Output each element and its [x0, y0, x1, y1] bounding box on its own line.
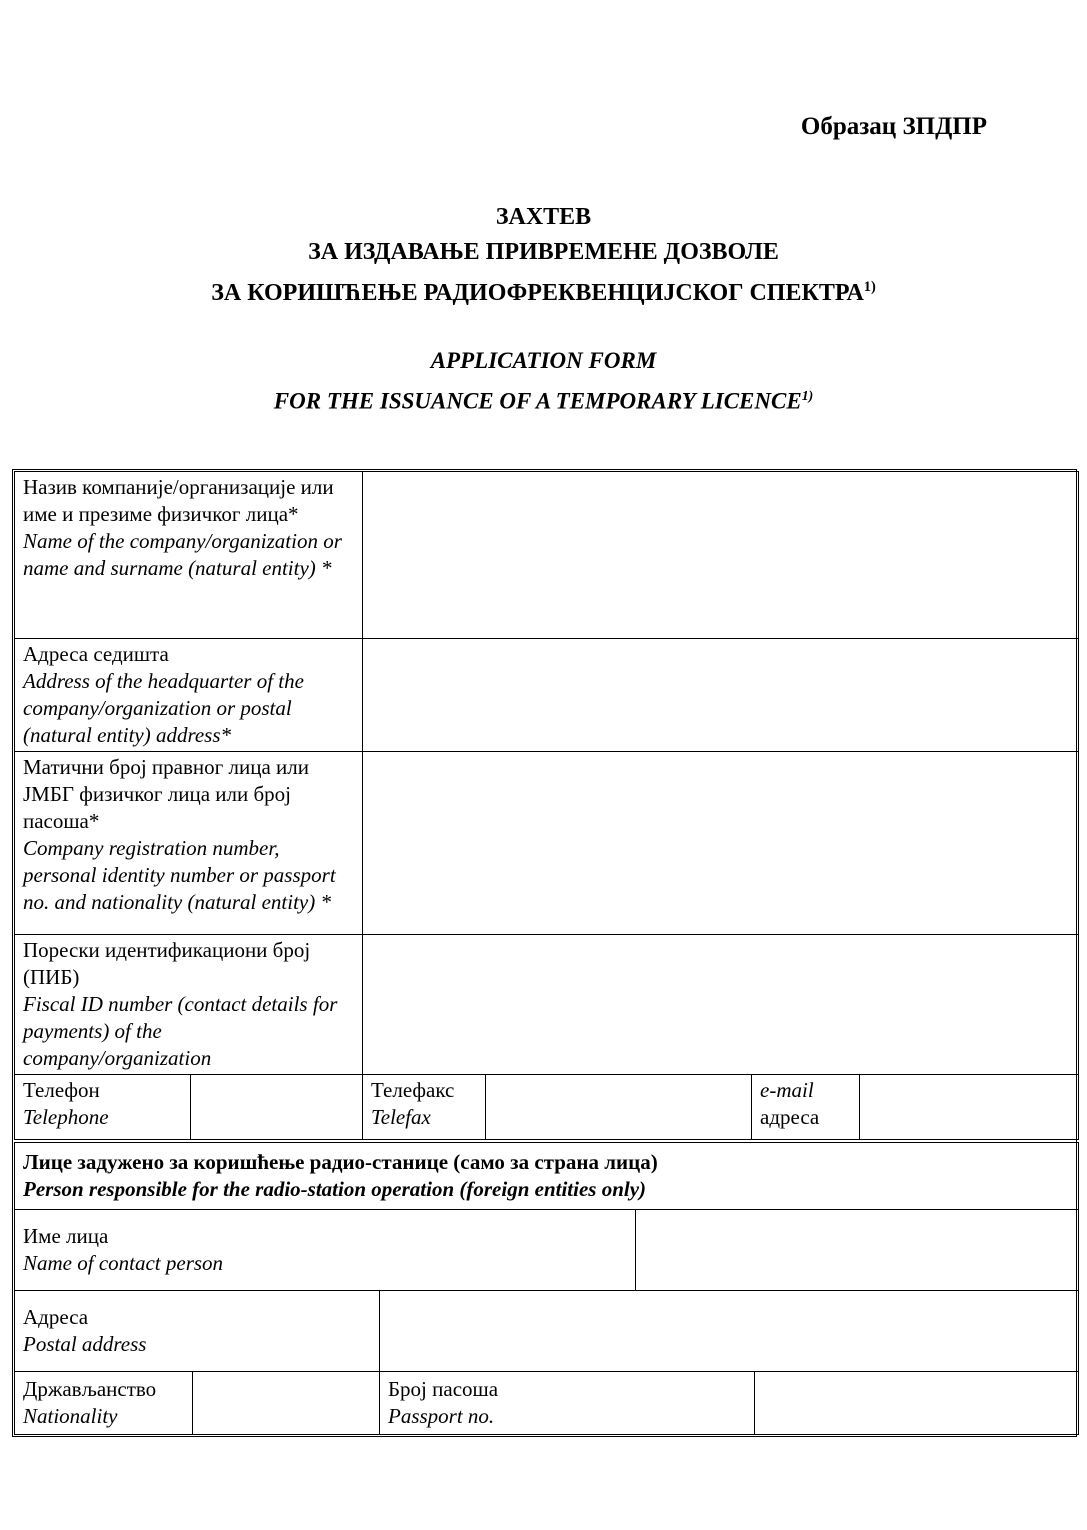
registration-number-label: [15, 751, 363, 934]
table-row: [15, 751, 1079, 934]
contact-name-label-sr: Име лица: [23, 1223, 109, 1248]
contact-name-label: [15, 1209, 636, 1290]
title-sr-line2: ЗА ИЗДАВАЊЕ ПРИВРЕМЕНЕ ДОЗВОЛЕ: [308, 239, 779, 265]
nationality-field: [193, 1371, 380, 1434]
title-en-line1: APPLICATION FORM: [430, 348, 657, 373]
title-sr-line3-text: ЗА КОРИШЋЕЊЕ РАДИОФРЕКВЕНЦИЈСКОГ СПЕКТРА: [211, 280, 864, 306]
nationality-label: [15, 1371, 193, 1434]
form-code-label: Образац ЗПДПР: [800, 113, 987, 140]
headquarters-address-label-en: Address of the headquarter of the company/organization or postal (natural entity) address*: [23, 668, 304, 747]
headquarters-address-label: [15, 638, 363, 751]
telephone-label: [15, 1074, 191, 1139]
fiscal-id-label-en: Fiscal ID number (contact details for payments) of the company/organization: [23, 991, 338, 1070]
table-row: [15, 1371, 1079, 1434]
nationality-label-en: Nationality: [23, 1403, 118, 1428]
telephone-label-sr: Телефон: [23, 1077, 100, 1102]
passport-no-field: [755, 1371, 1079, 1434]
title-en-line2-text: FOR THE ISSUANCE OF A TEMPORARY LICENCE: [273, 388, 802, 414]
table-row: [15, 471, 1079, 638]
company-name-label-en: Name of the company/organization or name and surname (natural entity) *: [23, 528, 342, 580]
fiscal-id-label-sr: Порески идентификациони број (ПИБ): [23, 937, 311, 989]
email-label: [752, 1074, 860, 1139]
headquarters-address-label-sr: Адреса седишта: [23, 641, 169, 666]
section-header-sr: Лице задужено за коришћење радио-станице (само за страна лица): [23, 1149, 658, 1174]
company-name-label: [15, 471, 363, 638]
postal-address-field: [380, 1290, 1079, 1371]
applicant-details-table: [14, 471, 1079, 1140]
telefax-field: [486, 1074, 752, 1139]
fiscal-id-label: [15, 934, 363, 1074]
title-en-line2: [0, 378, 1087, 419]
table-row: [15, 1142, 1079, 1209]
registration-number-label-sr: Матични број правног лица или ЈМБГ физичког лица или број пасоша*: [23, 754, 309, 833]
postal-address-label-sr: Адреса: [23, 1304, 89, 1329]
section-header-en: Person responsible for the radio-station operation (foreign entities only): [23, 1176, 647, 1201]
email-field: [860, 1074, 1079, 1139]
email-label-sr: адреса: [760, 1104, 820, 1129]
telephone-label-en: Telephone: [23, 1104, 109, 1129]
passport-no-label: [380, 1371, 755, 1434]
footnote-reference: 1): [801, 388, 814, 403]
table-row: [15, 934, 1079, 1074]
headquarters-address-field: [363, 638, 1079, 751]
table-row: [15, 1074, 1079, 1139]
telefax-label-sr: Телефакс: [371, 1077, 455, 1102]
form-title-english: [0, 343, 1087, 419]
company-name-field: [363, 471, 1079, 638]
email-label-en: e-mail: [760, 1077, 814, 1102]
table-row: [15, 1209, 1079, 1290]
footnote-reference: 1): [863, 279, 876, 295]
table-row: [15, 1290, 1079, 1371]
fiscal-id-field: [363, 934, 1079, 1074]
form-title-serbian: [0, 200, 1087, 311]
telefax-label: [363, 1074, 486, 1139]
responsible-person-section-header: [15, 1142, 1079, 1209]
telephone-field: [191, 1074, 363, 1139]
title-sr-line1: ЗАХТЕВ: [495, 204, 592, 230]
passport-no-label-en: Passport no.: [388, 1403, 495, 1428]
table-row: [15, 638, 1079, 751]
registration-number-label-en: Company registration number, personal identity number or passport no. and nationality (natural entity) *: [23, 835, 336, 914]
responsible-person-table: [14, 1142, 1079, 1435]
company-name-label-sr: Назив компаније/организације или име и презиме физичког лица*: [23, 474, 334, 526]
postal-address-label: [15, 1290, 380, 1371]
passport-no-label-sr: Број пасоша: [388, 1376, 499, 1401]
contact-name-label-en: Name of contact person: [23, 1250, 224, 1275]
registration-number-field: [363, 751, 1079, 934]
telefax-label-en: Telefax: [371, 1104, 431, 1129]
postal-address-label-en: Postal address: [23, 1331, 147, 1356]
application-form-table: [12, 469, 1077, 1437]
title-sr-line3: [0, 270, 1087, 311]
contact-name-field: [636, 1209, 1079, 1290]
nationality-label-sr: Држављанство: [23, 1376, 157, 1401]
